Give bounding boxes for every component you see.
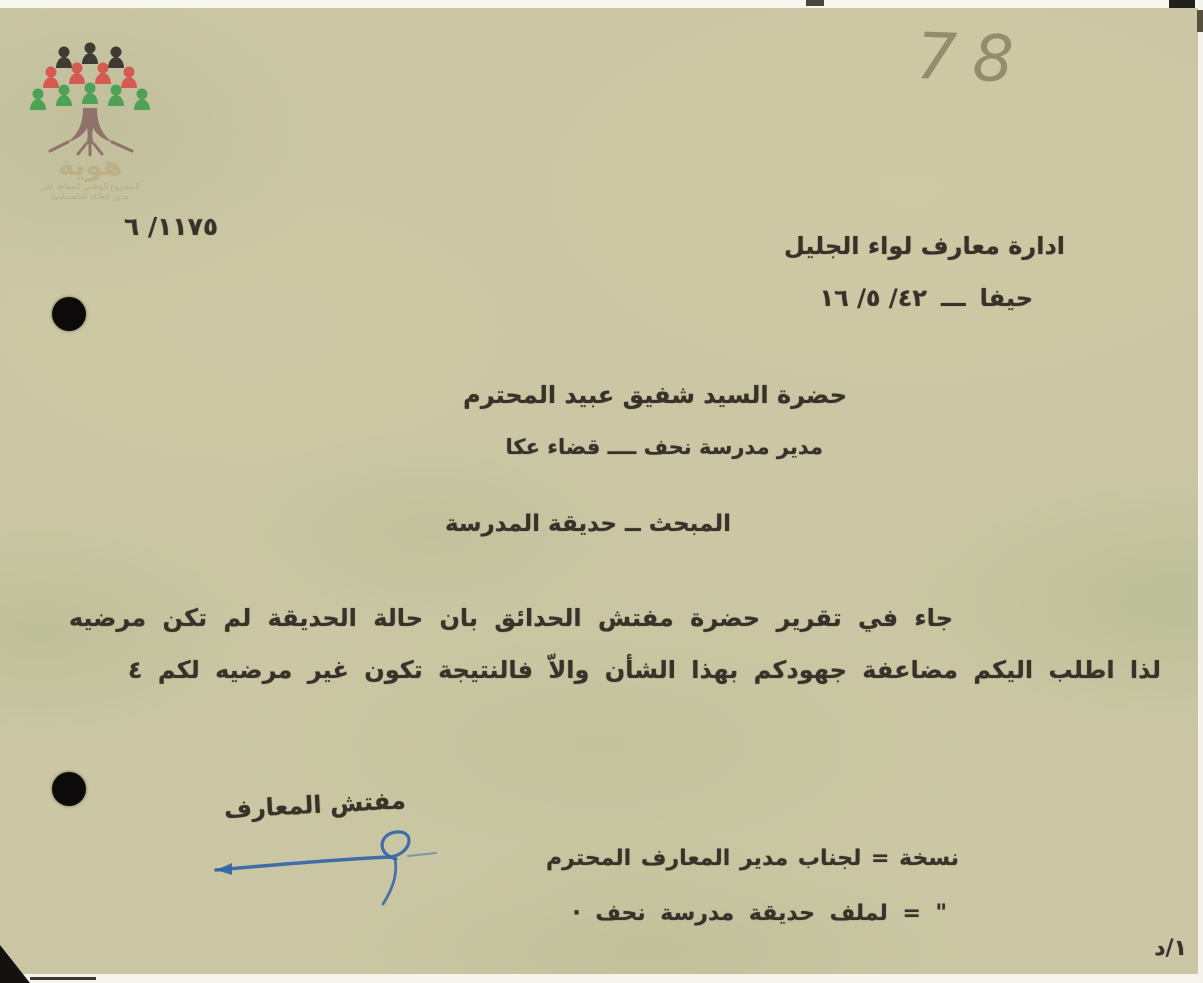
letterhead-department: ادارة معارف لواء الجليل — [783, 232, 1065, 260]
logo-tree-trunk — [50, 108, 132, 155]
scan-speck — [30, 977, 96, 980]
logo-wordmark: هوية — [57, 149, 123, 182]
punch-hole-top — [52, 297, 86, 331]
punch-hole-bottom — [52, 772, 86, 806]
logo-tagline-line1: المشروع الوطني للحفاظ على — [40, 182, 140, 191]
letterhead-city: حيفا — [979, 284, 1033, 312]
handwritten-signature — [202, 812, 440, 910]
recipient-title-line: مدير مدرسة نحف ــــ قضاء عكا — [505, 435, 823, 459]
letterhead-city-date — [820, 284, 1034, 312]
body-line-1: جاء في تقرير حضرة مفتش الحدائق بان حالة الحديقة لم تكن مرضيه — [68, 604, 953, 632]
scan-edge-bottom — [0, 974, 1203, 983]
letterhead-date: ٤٢/ ٥/ ١٦ — [819, 284, 927, 312]
scan-edge-right — [1198, 0, 1203, 983]
scan-speck — [1197, 10, 1203, 32]
cc-line-2: " = لملف حديقة مدرسة نحف · — [572, 901, 947, 926]
logo-people-black — [56, 43, 124, 69]
handwritten-archive-number: 78 — [914, 20, 1031, 98]
scan-corner-shadow — [0, 945, 30, 983]
body-line-2: لذا اطلب اليكم مضاعفة جهودكم بهذا الشأن والاّ فالنتيجة تكون غير مرضيه لكم ٤ — [127, 656, 1161, 684]
scan-edge-top — [0, 0, 1203, 8]
cc-line-1: نسخة = لجناب مدير المعارف المحترم — [546, 846, 959, 871]
logo-tagline-line2: جذور العائلة الفلسطينية — [50, 192, 130, 201]
scan-speck — [1169, 0, 1195, 8]
scan-speck — [806, 0, 824, 6]
recipient-name-line: حضرة السيد شفيق عبيد المحترم — [463, 381, 847, 409]
archive-tree-logo — [12, 32, 168, 204]
signature-title: مفتش المعارف — [223, 786, 407, 824]
reference-number: ١١٧٥/ ٦ — [124, 212, 219, 241]
letterhead-dash: ـــ — [941, 284, 966, 312]
subject-line: المبحث ــ حديقة المدرسة — [444, 511, 731, 537]
page-code: ١/د — [1154, 936, 1187, 961]
